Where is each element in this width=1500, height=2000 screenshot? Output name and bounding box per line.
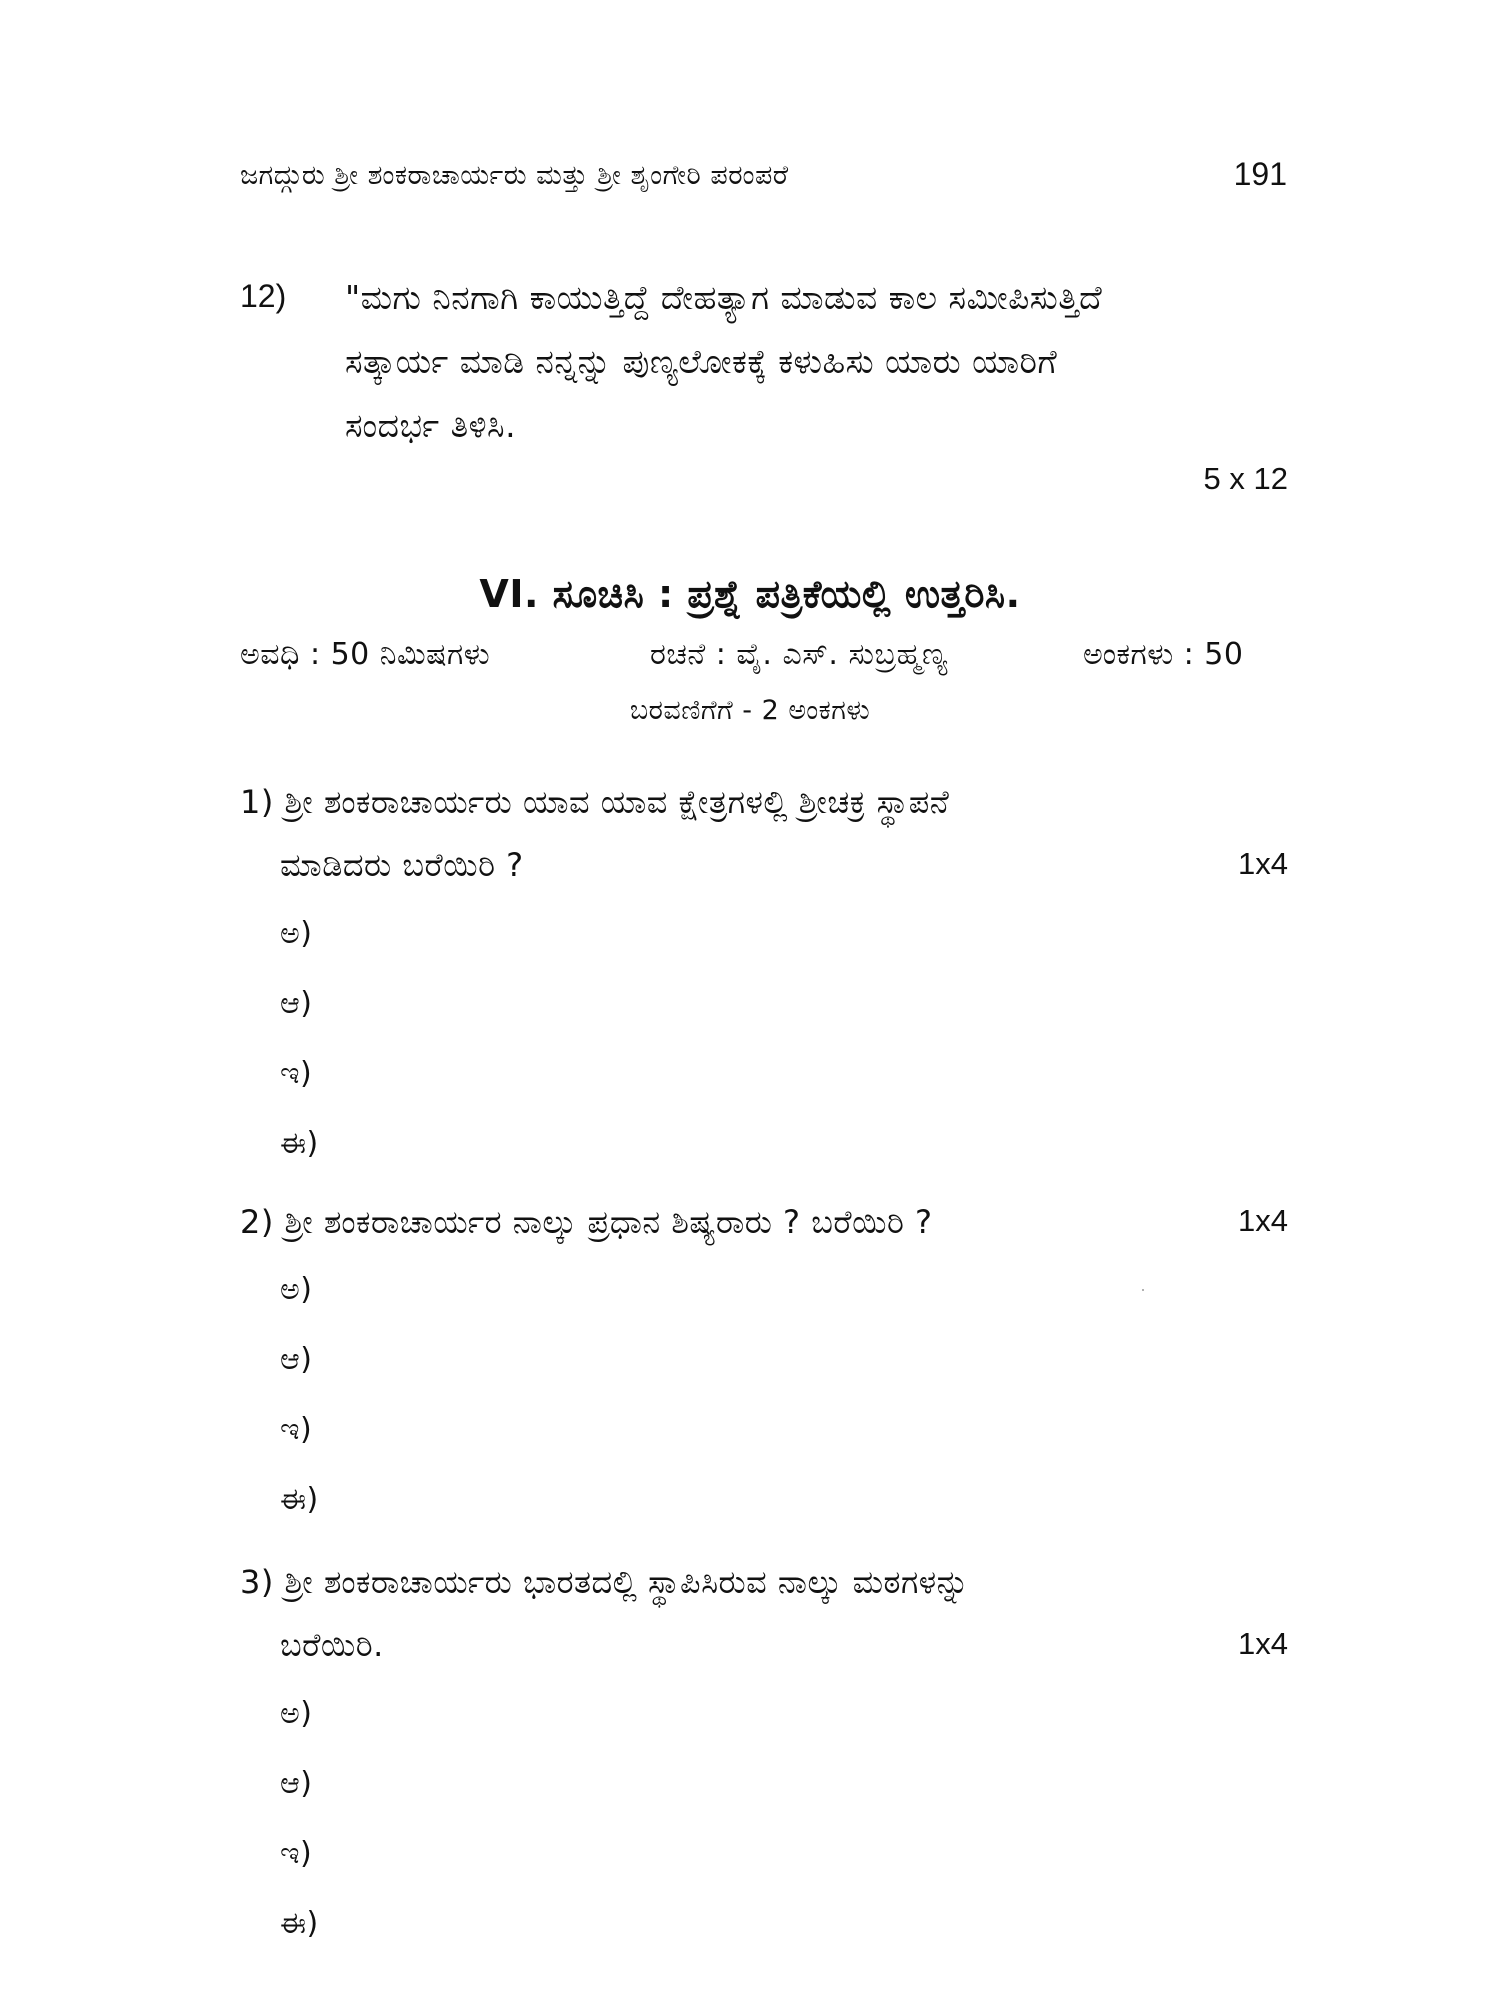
page-number: 191 — [1233, 156, 1287, 192]
question-3-option-aa: ಆ) — [280, 1766, 313, 1801]
handwriting-marks: ಬರವಣಿಗೆಗೆ - 2 ಅಂಕಗಳು — [629, 695, 871, 726]
question-2-option-i: ಇ) — [280, 1412, 313, 1447]
running-header: ಜಗದ್ಗುರು ಶ್ರೀ ಶಂಕರಾಚಾರ್ಯರು ಮತ್ತು ಶ್ರೀ ಶೃಂಗೇರಿ ಪರಂಪರೆ — [240, 160, 789, 191]
question-12-line-2: ಸತ್ಕಾರ್ಯ ಮಾಡಿ ನನ್ನನ್ನು ಪುಣ್ಯಲೋಕಕ್ಕೆ ಕಳುಹಿಸು ಯಾರು ಯಾರಿಗೆ — [345, 342, 1058, 381]
question-3-option-ii: ಈ) — [280, 1906, 319, 1941]
question-3-line-1: 3) ಶ್ರೀ ಶಂಕರಾಚಾರ್ಯರು ಭಾರತದಲ್ಲಿ ಸ್ಥಾಪಿಸಿರುವ ನಾಲ್ಕು ಮಠಗಳನ್ನು — [240, 1563, 970, 1601]
question-12-line-1: "ಮಗು ನಿನಗಾಗಿ ಕಾಯುತ್ತಿದ್ದೆ ದೇಹತ್ಯಾಗ ಮಾಡುವ ಕಾಲ ಸಮೀಪಿಸುತ್ತಿದೆ — [345, 278, 1103, 317]
question-1-option-i: ಇ) — [280, 1056, 313, 1091]
author: ರಚನೆ : ವೈ. ಎಸ್. ಸುಬ್ರಹ್ಮಣ್ಯ — [650, 637, 948, 672]
question-3-line-2: ಬರೆಯಿರಿ. — [280, 1626, 384, 1664]
question-12-line-3: ಸಂದರ್ಭ ತಿಳಿಸಿ. — [345, 406, 517, 445]
question-1-option-a: ಅ) — [280, 916, 313, 951]
question-1-option-aa: ಆ) — [280, 986, 313, 1021]
question-3-marks: 1x4 — [1238, 1626, 1288, 1661]
question-2-marks: 1x4 — [1238, 1203, 1288, 1238]
question-2-option-a: ಅ) — [280, 1272, 313, 1307]
section-title: VI. ಸೂಚಿಸಿ : ಪ್ರಶ್ನೆ ಪತ್ರಿಕೆಯಲ್ಲಿ ಉತ್ತರಿಸಿ. — [479, 572, 1021, 616]
question-3-option-i: ಇ) — [280, 1836, 313, 1871]
question-1-option-ii: ಈ) — [280, 1126, 319, 1161]
question-1-line-2: ಮಾಡಿದರು ಬರೆಯಿರಿ ? — [280, 846, 524, 884]
total-marks: ಅಂಕಗಳು : 50 — [1083, 637, 1244, 672]
question-3-option-a: ಅ) — [280, 1696, 313, 1731]
question-12-number: 12) — [240, 278, 287, 314]
question-12-marks: 5 x 12 — [1203, 461, 1288, 496]
question-2-line-1: 2) ಶ್ರೀ ಶಂಕರಾಚಾರ್ಯರ ನಾಲ್ಕು ಪ್ರಧಾನ ಶಿಷ್ಯರಾರು ? ಬರೆಯಿರಿ ? — [240, 1203, 933, 1241]
duration: ಅವಧಿ : 50 ನಿಮಿಷಗಳು — [240, 637, 491, 672]
scan-speck — [1142, 1289, 1144, 1291]
question-2-option-ii: ಈ) — [280, 1482, 319, 1517]
question-2-option-aa: ಆ) — [280, 1342, 313, 1377]
question-1-line-1: 1) ಶ್ರೀ ಶಂಕರಾಚಾರ್ಯರು ಯಾವ ಯಾವ ಕ್ಷೇತ್ರಗಳಲ್ಲಿ ಶ್ರೀಚಕ್ರ ಸ್ಥಾಪನೆ — [240, 783, 950, 821]
question-1-marks: 1x4 — [1238, 846, 1288, 881]
